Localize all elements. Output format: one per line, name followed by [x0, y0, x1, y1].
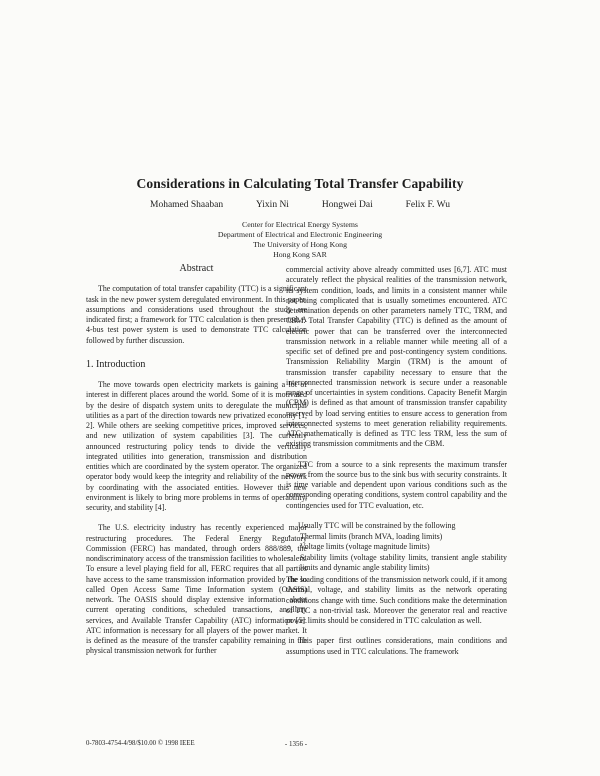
- author: Felix F. Wu: [405, 200, 450, 210]
- body-paragraph: TTC from a source to a sink represents the maximum transfer power from the source bus to the sink bus with security constraints. It is time variable and dependent upon various conditions such as the corresponding operating conditions, system control capability and the contingencies used for TTC evaluation, etc.: [286, 459, 507, 510]
- author: Yixin Ni: [255, 200, 289, 210]
- body-paragraph: The loading conditions of the transmission network could, if it among thermal, voltage, and stability limits as the network operating conditions change with time. Such conditions make the determination of TTC a non-trivial task. Moreover the generator real and reactive power limits should be considered in TTC calculation as well.: [286, 575, 507, 625]
- abstract-heading: Abstract: [179, 263, 214, 274]
- list-item: - Stability limits (voltage stability limits, transient angle stability limits and dynamic angle stability limits): [286, 553, 507, 574]
- paper-title: Considerations in Calculating Total Transfer Capability: [136, 176, 464, 191]
- author: Mohamed Shaaban: [150, 200, 224, 210]
- affiliation-line: Center for Electrical Energy Systems: [242, 220, 358, 229]
- right-column: [286, 265, 507, 667]
- list-item: - Voltage limits (voltage magnitude limits): [286, 542, 507, 552]
- section-heading-introduction: 1. Introduction: [86, 358, 146, 370]
- author-list: [150, 200, 450, 210]
- affiliation-line: The University of Hong Kong: [253, 240, 347, 249]
- abstract-text: The computation of total transfer capability (TTC) is a significant task in the new power system deregulated environment. In this paper, assumptions and considerations used throughout the study are indicated first; a framework for TTC calculation is then presented. A 4-bus test power system is used to demonstrate TTC calculation followed by further discussion.: [86, 284, 307, 345]
- left-column: [86, 260, 307, 667]
- affiliation-line: Hong Kong SAR: [273, 250, 327, 259]
- body-paragraph: The U.S. electricity industry has recently experienced major restructuring procedures. The Federal Energy Regulatory Commission (FERC) has mandated, through orders 888/889, the nondiscriminatory access of the transmission facilities to wholesalers. To ensure a level playing field for all, FERC requires that all parties have access to the same transmission information provided by the so called Open Access Same Time Information system (OASIS) network. The OASIS should display extensive information about current operating conditions, scheduled transactions, ancillary services, and Available Transfer Capability (ATC) information [5]. ATC information is necessary for all players of the power market. It is defined as the measure of the transfer capability remaining in the physical transmission network for further: [86, 523, 307, 656]
- limits-intro: Usually TTC will be constrained by the following: [298, 520, 456, 530]
- body-paragraph: commercial activity above already committed uses [6,7]. ATC must accurately reflect the physical realities of the transmission network, its system condition, loads, and limits in a consistent manner while not being complicated that is usually sometimes encountered. ATC determination depends on other parameters namely TTC, TRM, and CBM. Total Transfer Capability (TTC) is defined as the amount of electric power that can be transferred over the interconnected transmission network in a reliable manner while meeting all of a specific set of defined pre and post-contingency system conditions. Transmission Reliability Margin (TRM) is the amount of transmission transfer capability necessary to ensure that the interconnected transmission network is secure under a reasonable range of uncertainties in system conditions. Capacity Benefit Margin (CBM) is defined as that amount of transmission transfer capability reserved by load serving entities to ensure access to generation from interconnected systems to meet generation reliability requirements. ATC mathematically is defined as TTC less TRM, less the sum of existing transmission commitments and the CBM.: [286, 265, 507, 449]
- list-item: - Thermal limits (branch MVA, loading limits): [286, 532, 507, 542]
- limits-list: [286, 532, 507, 573]
- body-paragraph: The move towards open electricity markets is gaining a lot of interest in different places around the world. Some of it is motivated by the desire of dispatch system units to deregulate the municipal utilities as a part of the direction towards new privatized economy [1, 2]. While others are seeking competitive prices, improved services, and new utilization of system capabilities [3]. The currently announced restructuring policy tends to divide the vertically integrated utilities into generation, transmission and distribution entities which are coordinated by the system operator. The organized operator body would keep the integrity and reliability of the network by coordinating with the associated entities. However this new environment is likely to bring more problems in terms of operability, security, and stability [4].: [86, 380, 307, 512]
- author: Hongwei Dai: [321, 200, 373, 210]
- copyright-code: 0-7803-4754-4/98/$10.00 © 1998 IEEE: [86, 740, 195, 747]
- affiliation: [0, 220, 600, 260]
- affiliation-line: Department of Electrical and Electronic Engineering: [217, 230, 383, 239]
- body-paragraph: This paper first outlines considerations, main conditions and assumptions used in TTC calculations. The framework: [286, 636, 507, 656]
- page-number: - 1356 -: [284, 740, 308, 748]
